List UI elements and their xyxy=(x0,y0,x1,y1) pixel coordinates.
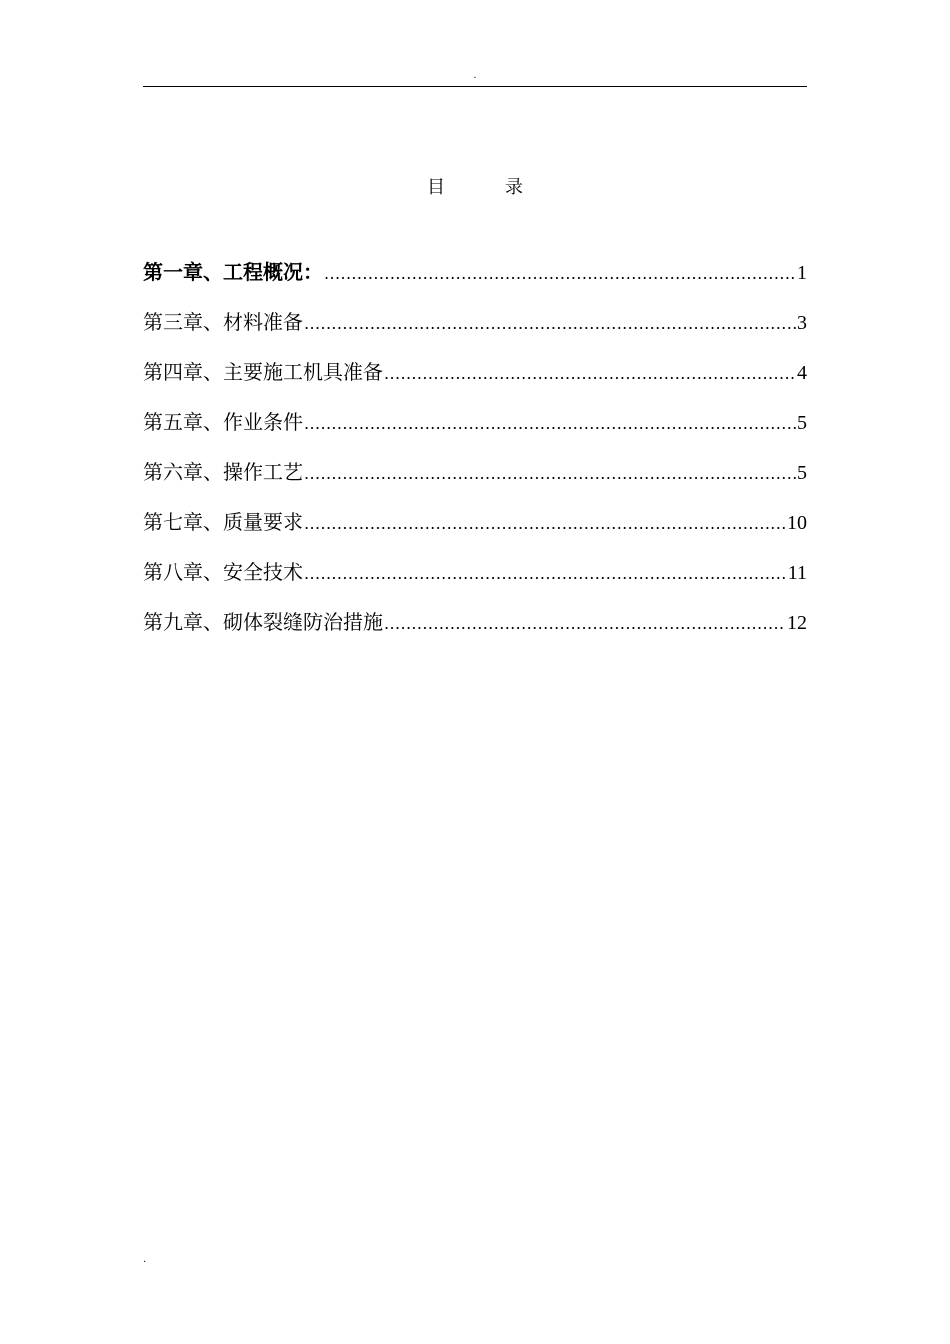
toc-title-part1: 目 xyxy=(427,177,445,198)
toc-entry-label: 第五章、作业条件 xyxy=(143,410,303,434)
toc-dot-leader xyxy=(324,260,796,288)
toc-entry-chapter-7[interactable] xyxy=(143,508,807,558)
toc-entry-label: 第六章、操作工艺 xyxy=(143,460,303,484)
toc-entry-page: 4 xyxy=(797,362,807,384)
toc-entry-label: 第八章、安全技术 xyxy=(143,560,303,584)
toc-entry-chapter-6[interactable] xyxy=(143,458,807,508)
toc-entry-page: 5 xyxy=(797,462,807,484)
toc-list xyxy=(143,258,807,658)
toc-entry-chapter-4[interactable] xyxy=(143,358,807,408)
toc-entry-label: 第三章、材料准备 xyxy=(143,310,303,334)
toc-entry-label: 第一章、工程概况： xyxy=(143,260,323,284)
toc-dot-leader xyxy=(304,460,796,488)
toc-entry-chapter-5[interactable] xyxy=(143,408,807,458)
toc-entry-page: 1 xyxy=(797,262,807,284)
toc-entry-label: 第七章、质量要求 xyxy=(143,510,303,534)
toc-dot-leader xyxy=(304,560,787,588)
toc-dot-leader xyxy=(304,510,786,538)
toc-entry-page: 12 xyxy=(787,612,807,634)
toc-title xyxy=(0,176,950,200)
toc-entry-chapter-9[interactable] xyxy=(143,608,807,658)
toc-entry-page: 3 xyxy=(797,312,807,334)
toc-title-part2: 录 xyxy=(505,177,523,198)
toc-entry-chapter-3[interactable] xyxy=(143,308,807,358)
header-mark: . xyxy=(473,70,477,81)
toc-dot-leader xyxy=(304,310,796,338)
toc-entry-page: 5 xyxy=(797,412,807,434)
toc-dot-leader xyxy=(384,610,786,638)
toc-dot-leader xyxy=(384,360,796,388)
header-rule xyxy=(143,86,807,87)
toc-entry-page: 10 xyxy=(787,512,807,534)
toc-dot-leader xyxy=(304,410,796,438)
toc-entry-label: 第四章、主要施工机具准备 xyxy=(143,360,383,384)
footer-mark: . xyxy=(143,1254,147,1265)
toc-entry-page: 11 xyxy=(787,562,807,584)
toc-entry-label: 第九章、砌体裂缝防治措施 xyxy=(143,610,383,634)
toc-entry-chapter-1[interactable] xyxy=(143,258,807,308)
toc-entry-chapter-8[interactable] xyxy=(143,558,807,608)
